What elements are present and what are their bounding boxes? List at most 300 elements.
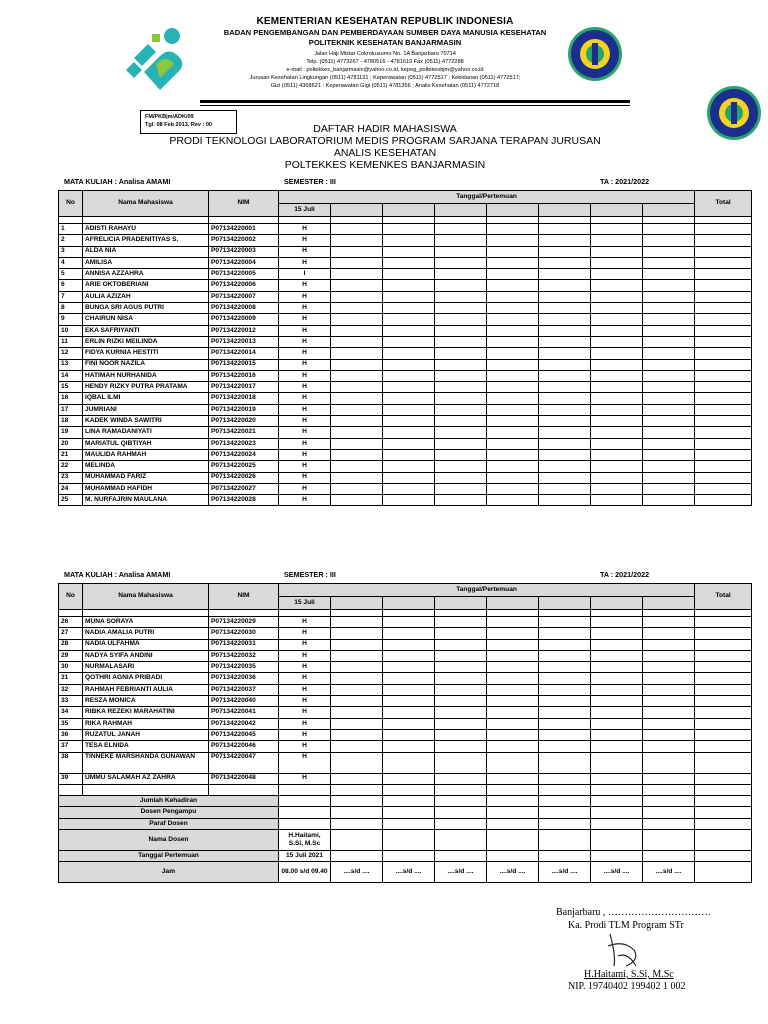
empty-cell [695,404,752,415]
col-date-blank [435,204,487,217]
empty-cell [331,483,383,494]
empty-cell [539,741,591,752]
attendance-mark: H [279,235,331,246]
summary-total [695,796,752,807]
empty-cell [331,404,383,415]
empty-cell [487,741,539,752]
student-name: HATIMAH NURHANIDA [83,370,209,381]
empty-cell [591,707,643,718]
empty-cell [383,303,435,314]
empty-cell [643,741,695,752]
empty-cell [435,741,487,752]
student-no: 11 [59,336,83,347]
empty-cell [643,257,695,268]
empty-cell [539,303,591,314]
summary-value [279,807,331,818]
summary-hours [59,862,752,883]
empty-cell [435,628,487,639]
empty-cell [539,382,591,393]
empty-cell [643,280,695,291]
empty-cell [643,752,695,773]
empty-cell [643,718,695,729]
student-no: 35 [59,718,83,729]
student-row [59,696,752,707]
summary-cell: ....s/d .... [643,862,695,883]
empty-cell [643,303,695,314]
col-nim: NIM [209,191,279,217]
empty-cell [487,707,539,718]
empty-cell [383,314,435,325]
student-nim: P07134220028 [209,495,279,506]
empty-cell [383,359,435,370]
empty-cell [539,336,591,347]
empty-cell [539,696,591,707]
empty-cell [487,427,539,438]
summary-label: Jumlah Kehadiran [59,796,279,807]
empty-cell [435,696,487,707]
student-nim: P07134220040 [209,696,279,707]
student-name: EKA SAFRIYANTI [83,325,209,336]
empty-cell [435,393,487,404]
student-name: HENDY RIZKY PUTRA PRATAMA [83,382,209,393]
empty-cell [643,617,695,628]
empty-cell [643,707,695,718]
student-nim: P07134220031 [209,639,279,650]
empty-cell [435,718,487,729]
empty-cell [383,483,435,494]
empty-cell [695,495,752,506]
col-date-group: Tanggal/Pertemuan [279,584,695,597]
empty-cell [383,673,435,684]
empty-cell [435,257,487,268]
empty-cell [643,684,695,695]
empty-cell [383,291,435,302]
poltekkes-seal-stamp [706,85,762,141]
agency-name: BADAN PENGEMBANGAN DAN PEMBERDAYAAN SUMBER DAYA MANUSIA KESEHATAN [223,28,547,37]
empty-cell [435,449,487,460]
summary-label: Dosen Pengampu [59,807,279,818]
attendance-mark: H [279,393,331,404]
empty-cell [695,280,752,291]
semester-label: SEMESTER : III [284,177,336,186]
empty-cell [643,773,695,784]
signature-place-date: Banjarbaru , …………………………. [556,907,711,918]
student-nim: P07134220004 [209,257,279,268]
attendance-mark: H [279,483,331,494]
student-no: 19 [59,427,83,438]
empty-cell [695,684,752,695]
summary-cell [591,851,643,862]
empty-cell [435,336,487,347]
summary-cell [435,818,487,829]
col-date-1: 15 Juli [279,597,331,610]
empty-cell [695,370,752,381]
summary-value: H.Haitami, S.Si, M.Sc [279,830,331,851]
student-no: 3 [59,246,83,257]
summary-total [695,862,752,883]
summary-value: 15 Juli 2021 [279,851,331,862]
student-row [59,773,752,784]
empty-cell [591,449,643,460]
attendance-mark: H [279,359,331,370]
student-no: 17 [59,404,83,415]
student-nim: P07134220041 [209,707,279,718]
attendance-mark: H [279,472,331,483]
student-name: ERLIN RIZKI MEILINDA [83,336,209,347]
student-nim: P07134220045 [209,729,279,740]
empty-cell [643,449,695,460]
empty-cell [539,427,591,438]
student-nim: P07134220021 [209,427,279,438]
student-name: AFRELICIA PRADENITIYAS S. [83,235,209,246]
attendance-mark: H [279,404,331,415]
empty-cell [487,729,539,740]
header-row [59,584,752,597]
summary-cell [487,807,539,818]
empty-cell [591,359,643,370]
summary-cell [539,830,591,851]
empty-cell [383,718,435,729]
col-date-1: 15 Juli [279,204,331,217]
summary-lecturer-team [59,807,752,818]
empty-cell [435,359,487,370]
student-no: 30 [59,662,83,673]
empty-cell [435,752,487,773]
empty-cell [695,639,752,650]
empty-cell [435,773,487,784]
student-no: 39 [59,773,83,784]
student-name: IQBAL ILMI [83,393,209,404]
empty-cell [539,650,591,661]
empty-cell [383,773,435,784]
empty-cell [331,280,383,291]
empty-cell [383,752,435,773]
empty-cell [695,336,752,347]
summary-cell [487,851,539,862]
student-name: ADISTI RAHAYU [83,224,209,235]
empty-cell [435,325,487,336]
signatory-name: H.Haitami, S.Si, M.Sc [584,969,674,980]
summary-cell [435,796,487,807]
student-no: 9 [59,314,83,325]
student-row [59,348,752,359]
empty-cell [331,696,383,707]
empty-cell [331,291,383,302]
empty-cell [487,438,539,449]
signature-role: Ka. Prodi TLM Program STr [568,920,684,931]
summary-cell [331,830,383,851]
empty-cell [539,684,591,695]
student-name: RIKA RAHMAH [83,718,209,729]
empty-cell [539,617,591,628]
empty-cell [539,269,591,280]
student-no: 26 [59,617,83,628]
student-name: NURMALASARI [83,662,209,673]
student-no: 10 [59,325,83,336]
title-line-3: POLTEKKES KEMENKES BANJARMASIN [284,159,486,171]
student-no: 4 [59,257,83,268]
student-nim: P07134220023 [209,438,279,449]
empty-cell [643,650,695,661]
attendance-mark: H [279,684,331,695]
student-no: 16 [59,393,83,404]
empty-cell [591,662,643,673]
summary-cell [591,807,643,818]
empty-cell [487,269,539,280]
empty-cell [643,472,695,483]
student-nim: P07134220024 [209,449,279,460]
student-nim: P07134220029 [209,617,279,628]
empty-cell [331,773,383,784]
empty-cell [539,483,591,494]
student-name: M. NURFAJRIN MAULANA [83,495,209,506]
student-row [59,741,752,752]
empty-cell [695,291,752,302]
empty-cell [487,617,539,628]
empty-cell [487,416,539,427]
summary-cell [643,818,695,829]
student-name: AULIA AZIZAH [83,291,209,302]
empty-cell [591,495,643,506]
attendance-mark: H [279,639,331,650]
attendance-mark: H [279,314,331,325]
empty-cell [695,235,752,246]
empty-cell [591,235,643,246]
empty-cell [591,752,643,773]
col-date-blank [435,597,487,610]
summary-value [279,796,331,807]
student-row [59,617,752,628]
empty-cell [383,246,435,257]
summary-cell [435,830,487,851]
empty-cell [331,416,383,427]
col-date-blank [539,204,591,217]
student-row [59,707,752,718]
empty-cell [487,639,539,650]
document-title [150,123,620,171]
empty-cell [435,269,487,280]
summary-meeting-date [59,851,752,862]
student-row [59,662,752,673]
student-nim: P07134220042 [209,718,279,729]
summary-label: Nama Dosen [59,830,279,851]
summary-attendance [59,796,752,807]
empty-cell [331,461,383,472]
attendance-mark: H [279,673,331,684]
empty-cell [383,370,435,381]
col-date-blank [383,597,435,610]
empty-cell [383,382,435,393]
student-row [59,314,752,325]
empty-cell [539,461,591,472]
empty-cell [383,325,435,336]
empty-cell [435,495,487,506]
summary-cell [383,807,435,818]
student-no: 8 [59,303,83,314]
empty-cell [331,628,383,639]
empty-cell [695,773,752,784]
empty-cell [487,404,539,415]
col-no: No [59,191,83,217]
summary-cell [435,851,487,862]
student-row [59,359,752,370]
student-nim: P07134220003 [209,246,279,257]
empty-cell [643,438,695,449]
handwritten-signature [604,926,644,972]
empty-cell [591,696,643,707]
spacer-row [59,610,752,617]
empty-cell [331,382,383,393]
empty-cell [695,314,752,325]
empty-cell [539,707,591,718]
form-code: FM/PKBjm/ADK/09 [145,114,194,120]
empty-cell [591,684,643,695]
empty-cell [591,617,643,628]
attendance-mark: I [279,269,331,280]
empty-cell [643,325,695,336]
attendance-mark: H [279,438,331,449]
empty-cell [487,246,539,257]
form-date: Tgl: 08 Feb 2013, Rev : 00 [145,122,212,128]
attendance-mark: H [279,741,331,752]
student-row [59,291,752,302]
student-row [59,427,752,438]
student-nim: P07134220030 [209,628,279,639]
empty-cell [591,280,643,291]
empty-cell [591,650,643,661]
empty-cell [695,393,752,404]
student-row [59,628,752,639]
empty-cell [695,348,752,359]
col-date-blank [643,597,695,610]
summary-value: 08.00 s/d 09.40 [279,862,331,883]
empty-cell [695,650,752,661]
student-no: 32 [59,684,83,695]
spacer-row [59,217,752,224]
empty-cell [591,639,643,650]
student-row [59,639,752,650]
student-no: 27 [59,628,83,639]
empty-cell [539,280,591,291]
summary-cell [435,807,487,818]
empty-cell [435,416,487,427]
student-nim: P07134220008 [209,303,279,314]
empty-cell [383,438,435,449]
empty-cell [331,314,383,325]
attendance-mark: H [279,707,331,718]
attendance-mark: H [279,348,331,359]
empty-cell [331,336,383,347]
empty-cell [643,639,695,650]
student-name: MUNA SORAYA [83,617,209,628]
attendance-mark: H [279,752,331,773]
col-nim: NIM [209,584,279,610]
attendance-table-1 [58,190,752,506]
empty-cell [383,684,435,695]
col-date-blank [539,597,591,610]
student-no: 15 [59,382,83,393]
empty-cell [383,495,435,506]
empty-cell [331,707,383,718]
student-no: 12 [59,348,83,359]
summary-cell [331,796,383,807]
student-no: 5 [59,269,83,280]
empty-cell [695,382,752,393]
empty-cell [487,314,539,325]
student-nim: P07134220027 [209,483,279,494]
student-nim: P07134220026 [209,472,279,483]
empty-cell [435,650,487,661]
empty-cell [487,472,539,483]
summary-cell [643,851,695,862]
empty-cell [487,359,539,370]
student-name: MAULIDA RAHMAH [83,449,209,460]
student-row [59,303,752,314]
summary-cell: ....s/d .... [539,862,591,883]
student-no: 33 [59,696,83,707]
student-row [59,257,752,268]
empty-cell [695,696,752,707]
attendance-mark: H [279,628,331,639]
student-nim: P07134220018 [209,393,279,404]
empty-cell [383,235,435,246]
course-label: MATA KULIAH : Analisa AMAMI [64,177,171,186]
summary-total [695,830,752,851]
summary-lecturer-name [59,830,752,851]
empty-cell [591,438,643,449]
empty-cell [539,472,591,483]
empty-cell [487,382,539,393]
empty-cell [435,370,487,381]
empty-cell [435,291,487,302]
student-nim: P07134220035 [209,662,279,673]
empty-cell [383,416,435,427]
attendance-mark: H [279,257,331,268]
empty-cell [383,639,435,650]
empty-cell [591,483,643,494]
empty-cell [331,325,383,336]
attendance-mark: H [279,729,331,740]
student-name: AMILISA [83,257,209,268]
empty-cell [331,257,383,268]
student-no: 24 [59,483,83,494]
summary-cell [643,796,695,807]
empty-cell [539,359,591,370]
empty-cell [383,427,435,438]
empty-cell [383,617,435,628]
student-no: 21 [59,449,83,460]
col-no: No [59,584,83,610]
empty-cell [695,617,752,628]
student-row [59,650,752,661]
empty-cell [591,416,643,427]
poltekkes-seal [567,26,623,82]
attendance-mark: H [279,696,331,707]
empty-cell [383,650,435,661]
empty-cell [487,370,539,381]
empty-cell [383,741,435,752]
empty-cell [643,269,695,280]
empty-cell [331,472,383,483]
empty-cell [643,696,695,707]
summary-cell [487,818,539,829]
empty-cell [331,359,383,370]
empty-cell [331,718,383,729]
attendance-mark: H [279,773,331,784]
student-name: RUZATUL JANAH [83,729,209,740]
empty-cell [695,628,752,639]
col-date-blank [591,597,643,610]
